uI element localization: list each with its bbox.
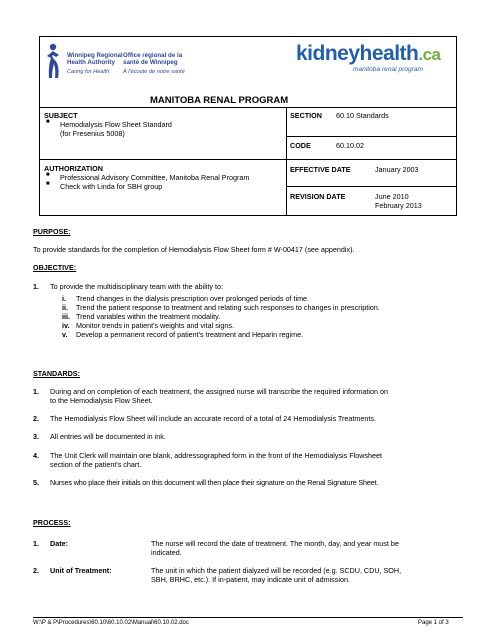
footer-rule: [33, 617, 463, 618]
effective-date-label: EFFECTIVE DATE: [290, 165, 351, 174]
header-divider: [39, 107, 457, 108]
standards-item-number: 3.: [33, 432, 39, 441]
process-item-label: Date:: [50, 539, 68, 548]
authorization-label: AUTHORIZATION: [44, 164, 103, 173]
standards-item-text: The Unit Clerk will maintain one blank, addressographed form in the front of the Hemodialysis Flowsheet: [50, 451, 382, 460]
standards-heading: STANDARDS:: [33, 369, 80, 378]
bullet-icon: ■: [46, 119, 50, 125]
standards-item-text: During and on completion of each treatment, the assigned nurse will transcribe the required information on: [50, 387, 389, 396]
footer-file-path: W:\P & P\Procedures\60.10\60.10.02\Manual\60.10.02.doc: [33, 620, 189, 626]
section-value: 60.10 Standards: [336, 111, 389, 120]
whra-name-en-1: Winnipeg Regional: [67, 52, 123, 59]
header-divider: [286, 136, 457, 137]
kidneyhealth-subtitle: manitoba renal program: [353, 66, 424, 73]
objective-intro: To provide the multidisciplinary team with the ability to:: [50, 282, 223, 291]
purpose-heading: PURPOSE:: [33, 227, 71, 236]
objective-item-text: Monitor trends in patient's weights and vital signs.: [76, 321, 234, 330]
objective-item-text: Trend changes in the dialysis prescription over prolonged periods of time.: [76, 294, 310, 303]
purpose-text: To provide standards for the completion of Hemodialysis Flow Sheet form # W-00417 (see appendix).: [33, 245, 355, 254]
code-value: 60.10.02: [336, 141, 364, 150]
whra-tagline-en: Caring for Health: [67, 69, 110, 75]
revision-date-value: June 2010: [375, 192, 409, 201]
process-item-text: The unit in which the patient dialyzed will be recorded (e.g. SCDU, CDU, SOH,: [151, 566, 402, 575]
header-divider: [286, 186, 457, 187]
process-item-number: 2.: [33, 566, 39, 575]
bullet-icon: ■: [46, 172, 50, 178]
whra-name-fr-1: Office régional de la: [123, 52, 183, 59]
standards-item-text: to the Hemodialysis Flow Sheet.: [50, 396, 153, 405]
whra-tagline-fr: À l'écoute de notre santé: [123, 69, 185, 75]
whra-name-en-2: Health Authority: [67, 59, 115, 66]
page-title: MANITOBA RENAL PROGRAM: [150, 95, 289, 106]
subject-label: SUBJECT: [44, 111, 78, 120]
process-item-text: The nurse will record the date of treatment. The month, day, and year must be: [151, 539, 399, 548]
section-label: SECTION: [290, 111, 322, 120]
objective-item-number: ii.: [62, 303, 68, 312]
authorization-item: Professional Advisory Committee, Manitoba Renal Program: [60, 173, 250, 182]
process-item-label: Unit of Treatment:: [50, 566, 112, 575]
objective-item-text: Trend variables within the treatment modality.: [76, 312, 221, 321]
standards-item-text: Nurses who place their initials on this document will then place their signature on the Renal Signature Sheet.: [50, 478, 379, 487]
kidneyhealth-logo: [296, 42, 452, 78]
standards-item-number: 2.: [33, 414, 39, 423]
objective-item-text: Trend the patient response to treatment and relating such responses to changes in prescription.: [76, 303, 380, 312]
kidneyhealth-suffix: .ca: [418, 45, 441, 64]
standards-item-text: section of the patient's chart.: [50, 460, 142, 469]
whra-logo: [44, 42, 244, 82]
standards-item-number: 5.: [33, 478, 39, 487]
objective-item-number: i.: [62, 294, 66, 303]
process-item-text: indicated.: [151, 548, 182, 557]
whra-figure-icon: [44, 42, 66, 82]
header-divider: [39, 159, 457, 160]
objective-heading: OBJECTIVE:: [33, 263, 77, 272]
effective-date-value: January 2003: [375, 165, 419, 174]
authorization-item: Check with Linda for SBH group: [60, 182, 163, 191]
revision-date-value: February 2013: [375, 201, 422, 210]
standards-item-number: 1.: [33, 387, 39, 396]
process-item-text: SBH, BRHC, etc.). If in-patient, may indicate unit of admission.: [151, 575, 350, 584]
objective-item-text: Develop a permanent record of patient's treatment and Heparin regime.: [76, 330, 304, 339]
bullet-icon: ■: [46, 181, 50, 187]
subject-line1: Hemodialysis Flow Sheet Standard: [60, 120, 172, 129]
objective-item-number: v.: [62, 330, 68, 339]
kidneyhealth-word: kidneyhealth: [296, 42, 419, 65]
code-label: CODE: [290, 141, 311, 150]
subject-line2: (for Fresenius 5008): [60, 129, 125, 138]
objective-item-number: iv.: [62, 321, 70, 330]
objective-number: 1.: [33, 282, 39, 291]
header-divider: [286, 107, 287, 216]
revision-date-label: REVISION DATE: [290, 192, 346, 201]
standards-item-text: The Hemodialysis Flow Sheet will include an accurate record of a total of 24 Hemodialysis Treatments.: [50, 414, 376, 423]
objective-item-number: iii.: [62, 312, 70, 321]
process-item-number: 1.: [33, 539, 39, 548]
footer-page-number: Page 1 of 3: [418, 620, 449, 626]
standards-item-text: All entries will be documented in ink.: [50, 432, 166, 441]
whra-name-fr-2: santé de Winnipeg: [123, 59, 178, 66]
process-heading: PROCESS:: [33, 518, 71, 527]
standards-item-number: 4.: [33, 451, 39, 460]
